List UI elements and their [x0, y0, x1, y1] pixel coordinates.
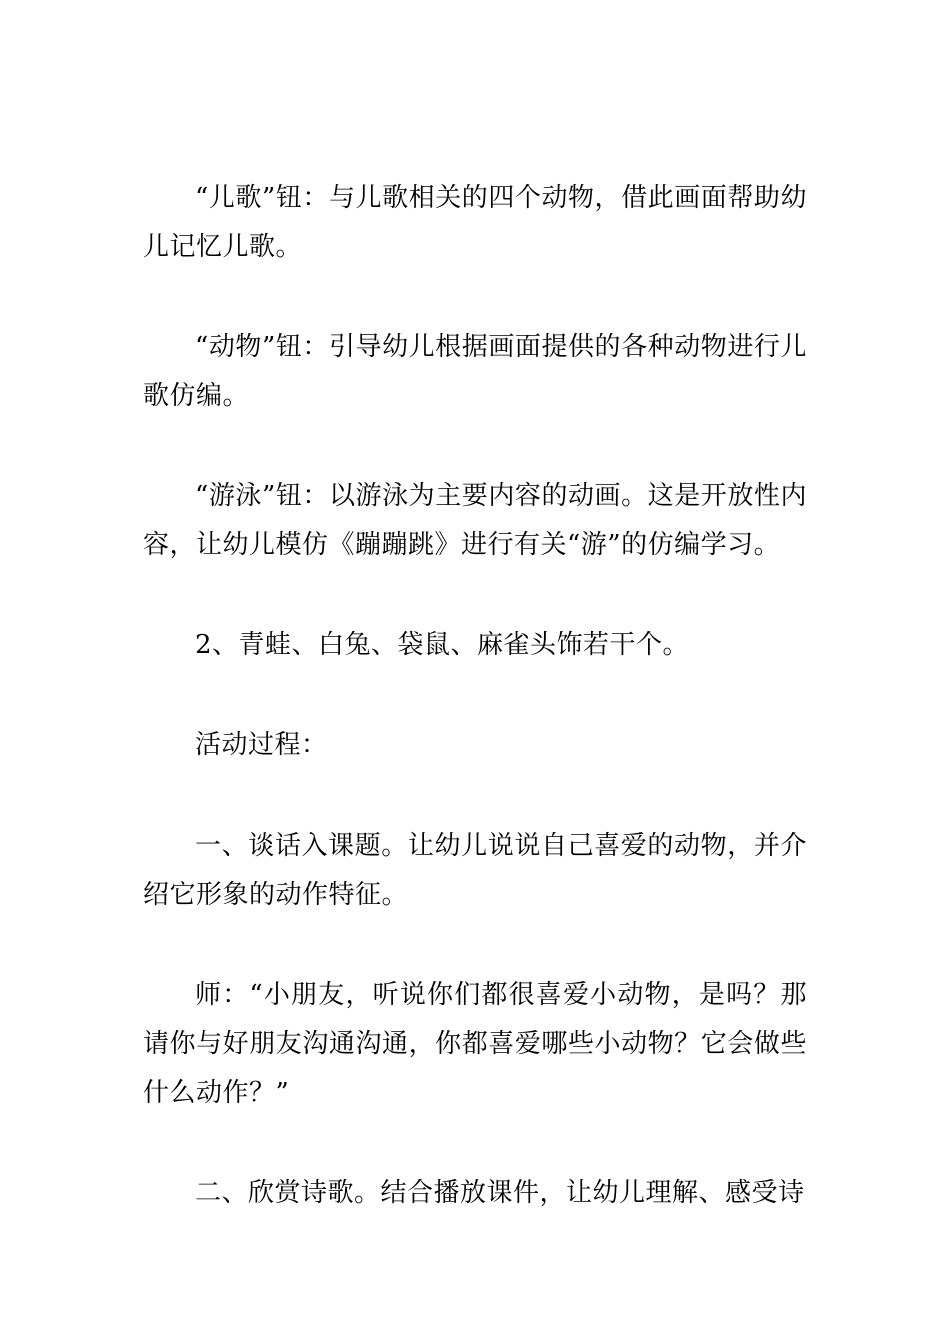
paragraph-youyong-button: “游泳”钮：以游泳为主要内容的动画。这是开放性内容，让幼儿模仿《蹦蹦跳》进行有关“游”的仿编学习。: [143, 481, 807, 560]
paragraph-erge-button: “儿歌”钮：与儿歌相关的四个动物，借此画面帮助幼儿记忆儿歌。: [143, 183, 807, 262]
paragraph-step-two: 二、欣赏诗歌。结合播放课件，让幼儿理解、感受诗: [195, 1178, 805, 1208]
paragraph-dongwu-button: “动物”钮：引导幼儿根据画面提供的各种动物进行儿歌仿编。: [143, 332, 807, 411]
section-heading-activity-process: 活动过程：: [195, 730, 328, 760]
paragraph-teacher-dialogue: 师：“小朋友，听说你们都很喜爱小动物，是吗？那请你与好朋友沟通沟通，你都喜爱哪些小动物？它会做些什么动作？”: [143, 980, 807, 1108]
paragraph-headwear-materials: 2、青蛙、白兔、袋鼠、麻雀头饰若干个。: [195, 630, 690, 660]
paragraph-step-one: 一、谈话入课题。让幼儿说说自己喜爱的动物，并介绍它形象的动作特征。: [143, 831, 807, 910]
